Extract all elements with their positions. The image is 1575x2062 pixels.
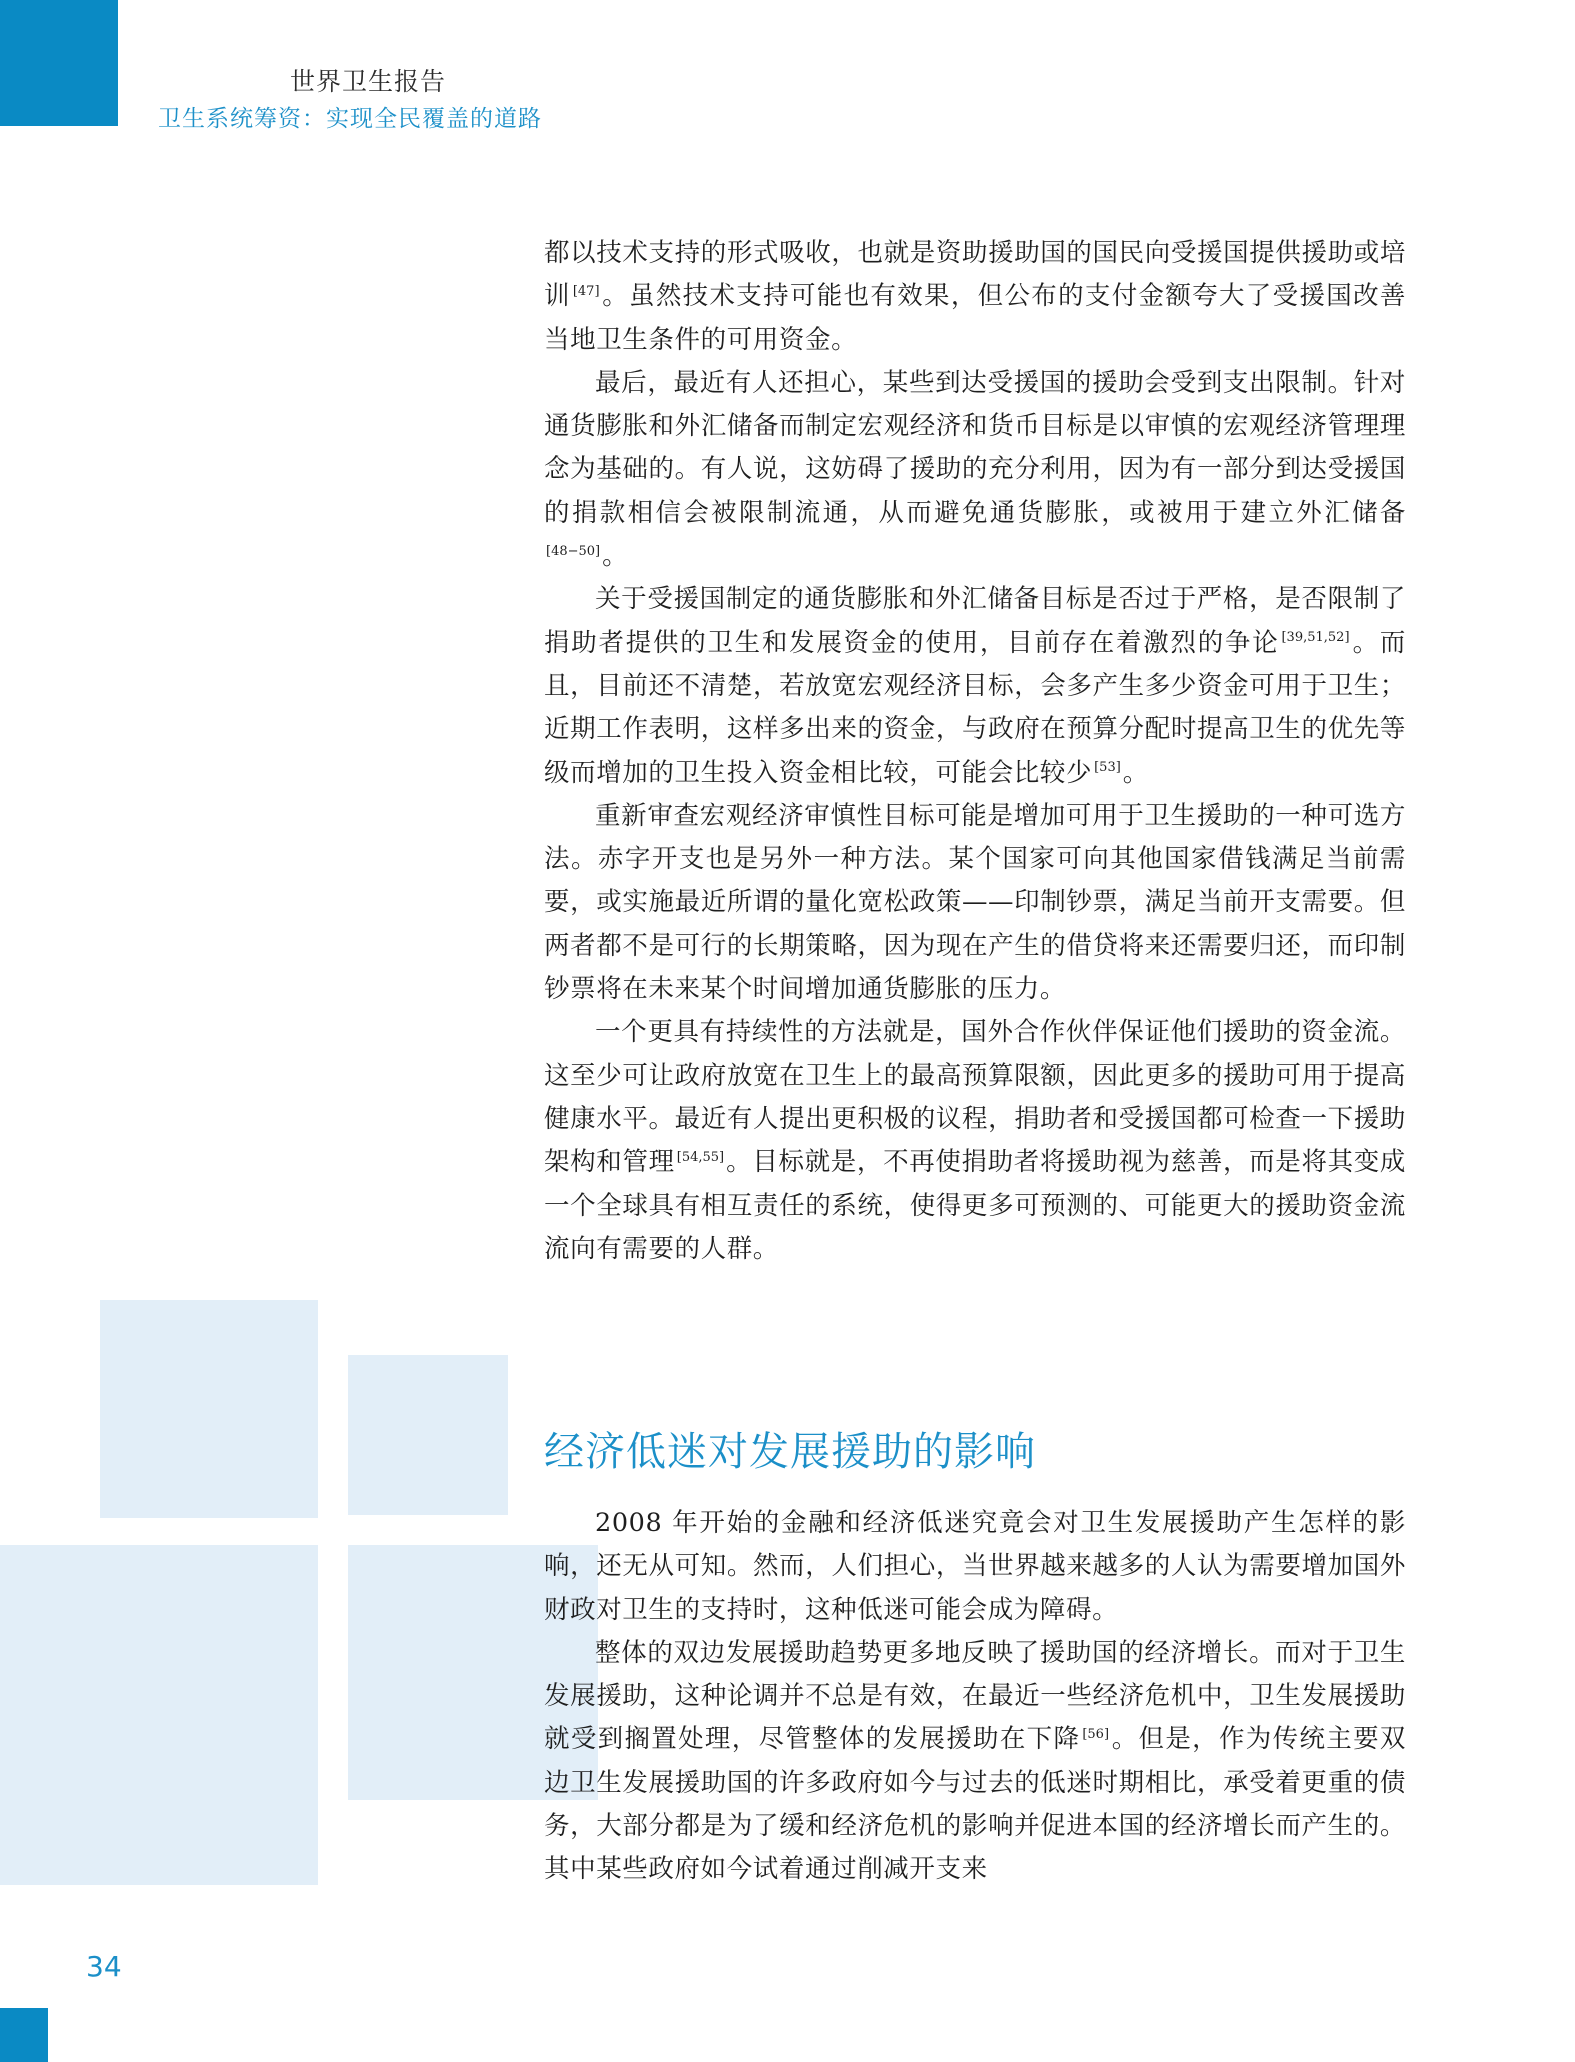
page-number: 34 bbox=[86, 1950, 122, 1983]
report-title: 世界卫生报告 bbox=[290, 67, 447, 96]
citation: [56] bbox=[1082, 1726, 1110, 1742]
paragraph: 一个更具有持续性的方法就是，国外合作伙伴保证他们援助的资金流。这至少可让政府放宽在卫生上的最高预算限额，因此更多的援助可用于提高健康水平。最近有人提出更积极的议程，捐助者和受援国都可检查一下援助架构和管理 [54,55]。目标就是，不再使捐助者将援助视为慈善，而是将其变成一个全球具有相互责任的系统，使得更多可预测的、可能更大的援助资金流流向有需要的人群。 bbox=[544, 1017, 1406, 1264]
paragraph: 2008 年开始的金融和经济低迷究竟会对卫生发展援助产生怎样的影响，还无从可知。然而，人们担心，当世界越来越多的人认为需要增加国外财政对卫生的支持时，这种低迷可能会成为障碍。 bbox=[544, 1508, 1406, 1625]
paragraph: 关于受援国制定的通货膨胀和外汇储备目标是否过于严格，是否限制了捐助者提供的卫生和发展资金的使用，目前存在着激烈的争论 [39,51,52]。而且，目前还不清楚，若放宽宏观经济目标，会多产生多少资金可用于卫生；近期工作表明，这样多出来的资金，与政府在预算分配时提高卫生的优先等级而增加的卫生投入资金相比较，可能会比较少 [53]。 bbox=[544, 584, 1407, 788]
citation: [47] bbox=[572, 283, 600, 299]
decor-square-3 bbox=[0, 1545, 318, 1885]
decor-square-2 bbox=[348, 1355, 508, 1515]
paragraph: 重新审查宏观经济审慎性目标可能是增加可用于卫生援助的一种可选方法。赤字开支也是另外一种方法。某个国家可向其他国家借钱满足当前需要，或实施最近所谓的量化宽松政策——印制钞票，满足当前开支需要。但两者都不是可行的长期策略，因为现在产生的借贷将来还需要归还，而印制钞票将在未来某个时间增加通货膨胀的压力。 bbox=[544, 800, 1406, 1005]
section-body bbox=[544, 1502, 1406, 1892]
section-heading: 经济低迷对发展援助的影响 bbox=[544, 1429, 1036, 1475]
footer-color-tab bbox=[0, 2008, 48, 2062]
paragraph: 整体的双边发展援助趋势更多地反映了援助国的经济增长。而对于卫生发展援助，这种论调并不总是有效，在最近一些经济危机中，卫生发展援助就受到搁置处理，尽管整体的发展援助在下降 [56]。但是，作为传统主要双边卫生发展援助国的许多政府如今与过去的低迷时期相比，承受着更重的债务，大部分都是为了缓和经济危机的影响并促进本国的经济增长而产生的。其中某些政府如今试着通过削减开支来 bbox=[544, 1637, 1406, 1885]
citation: [54,55] bbox=[676, 1149, 725, 1165]
header-color-tab bbox=[0, 0, 118, 126]
paragraph: 都以技术支持的形式吸收，也就是资助援助国的国民向受援国提供援助或培训 [47]。虽然技术支持可能也有效果，但公布的支付金额夸大了受援国改善当地卫生条件的可用资金。 bbox=[544, 238, 1406, 355]
citation: [39,51,52] bbox=[1281, 630, 1350, 646]
citation: [53] bbox=[1094, 760, 1121, 776]
article-body bbox=[544, 232, 1406, 1271]
decor-square-1 bbox=[100, 1300, 318, 1518]
report-subtitle: 卫生系统筹资：实现全民覆盖的道路 bbox=[158, 106, 542, 132]
paragraph: 最后，最近有人还担心，某些到达受援国的援助会受到支出限制。针对通货膨胀和外汇储备而制定宏观经济和货币目标是以审慎的宏观经济管理理念为基础的。有人说，这妨碍了援助的充分利用，因为有一部分到达受援国的捐款相信会被限制流通，从而避免通货膨胀，或被用于建立外汇储备[48−50]。 bbox=[544, 367, 1406, 572]
citation: [48−50] bbox=[546, 543, 601, 559]
